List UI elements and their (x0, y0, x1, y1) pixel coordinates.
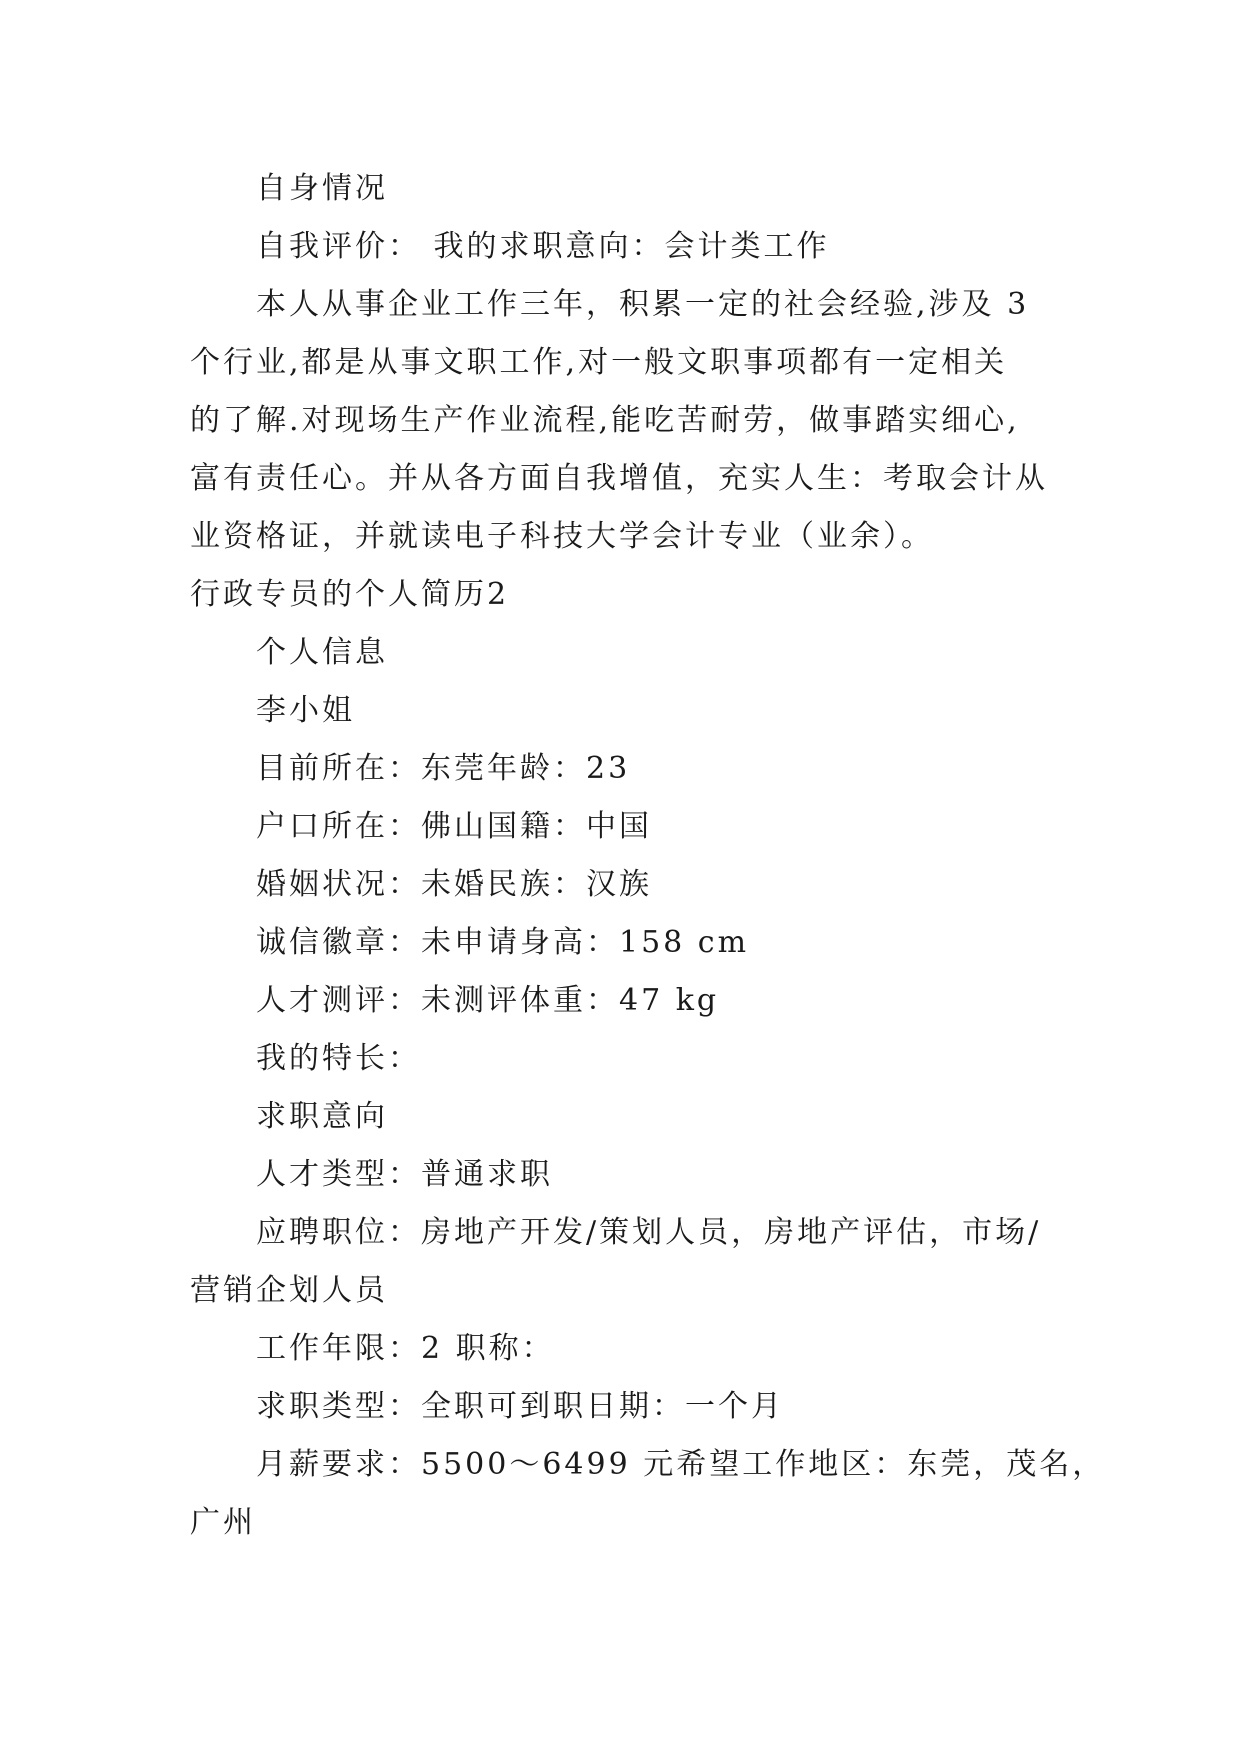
self-evaluation-line: 自我评价： 我的求职意向：会计类工作 (256, 229, 830, 264)
info-hukou: 户口所在：佛山国籍：中国 (256, 809, 652, 844)
applicant-name: 李小姐 (256, 693, 355, 728)
paragraph-line: 业资格证，并就读电子科技大学会计专业（业余）。 (190, 519, 934, 554)
paragraph-line: 个行业,都是从事文职工作,对一般文职事项都有一定相关 (190, 345, 1008, 380)
paragraph-line: 的了解.对现场生产作业流程,能吃苦耐劳，做事踏实细心, (190, 403, 1020, 438)
intent-salary-cont: 广州 (190, 1505, 256, 1540)
document-body (190, 160, 1106, 1552)
section-heading-self: 自身情况 (256, 171, 388, 206)
info-specialty: 我的特长： (256, 1041, 421, 1076)
intent-position: 应聘职位：房地产开发/策划人员，房地产评估，市场/ (256, 1215, 1042, 1250)
info-marital: 婚姻状况：未婚民族：汉族 (256, 867, 652, 902)
resume-title: 行政专员的个人简历2 (190, 577, 510, 612)
intent-salary: 月薪要求：5500～6499 元希望工作地区：东莞，茂名， (256, 1447, 1106, 1482)
intent-years: 工作年限：2 职称： (256, 1331, 555, 1366)
info-credit: 诚信徽章：未申请身高：158 cm (256, 925, 750, 960)
intent-position-cont: 营销企划人员 (190, 1273, 388, 1308)
intent-talent-type: 人才类型：普通求职 (256, 1157, 553, 1192)
section-heading-info: 个人信息 (256, 635, 388, 670)
paragraph-line: 富有责任心。并从各方面自我增值，充实人生：考取会计从 (190, 461, 1048, 496)
intent-job-type: 求职类型：全职可到职日期：一个月 (256, 1389, 784, 1424)
section-heading-intent: 求职意向 (256, 1099, 388, 1134)
paragraph-line: 本人从事企业工作三年，积累一定的社会经验,涉及 3 (256, 287, 1030, 322)
info-evaluation: 人才测评：未测评体重：47 kg (256, 983, 720, 1018)
info-location: 目前所在：东莞年龄：23 (256, 751, 631, 786)
